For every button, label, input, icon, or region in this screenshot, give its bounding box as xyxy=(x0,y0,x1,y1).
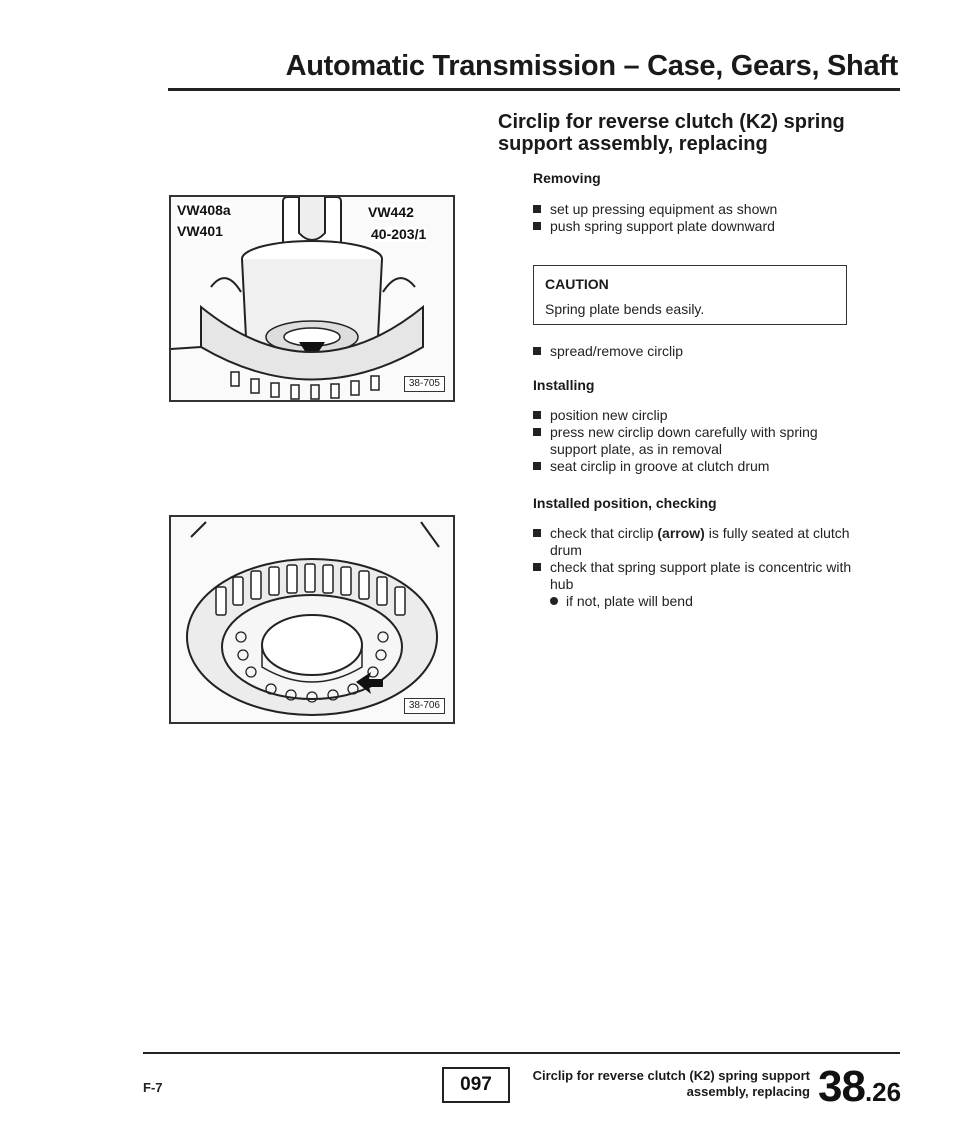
list-item: set up pressing equipment as shown xyxy=(533,201,863,218)
list-item: press new circlip down carefully with spring support plate, as in removal xyxy=(533,424,863,458)
square-bullet-icon xyxy=(533,347,541,355)
figure-number: 38-706 xyxy=(404,698,445,714)
tool-label-40-203-1: 40-203/1 xyxy=(371,226,427,242)
arrow-reference: (arrow) xyxy=(657,525,705,541)
subheading-installing: Installing xyxy=(533,377,595,393)
square-bullet-icon xyxy=(533,529,541,537)
section-number-minor: .26 xyxy=(864,1077,902,1107)
list-item: if not, plate will bend xyxy=(550,593,863,610)
list-item: seat circlip in groove at clutch drum xyxy=(533,458,863,475)
section-title-line: support assembly, replacing xyxy=(498,133,768,155)
square-bullet-icon xyxy=(533,205,541,213)
square-bullet-icon xyxy=(533,462,541,470)
footer-code: F-7 xyxy=(143,1080,163,1095)
square-bullet-icon xyxy=(533,411,541,419)
caution-box xyxy=(533,265,847,325)
caution-heading: CAUTION xyxy=(545,276,609,292)
circlip-position-illustration xyxy=(171,517,453,722)
footer-caption xyxy=(520,1068,810,1100)
section-number-major: 38 xyxy=(818,1062,865,1111)
round-bullet-icon xyxy=(550,597,558,605)
section-title xyxy=(498,111,918,155)
list-item: position new circlip xyxy=(533,407,863,424)
footer-caption-line: assembly, replacing xyxy=(686,1084,810,1099)
square-bullet-icon xyxy=(533,222,541,230)
figure-circlip-position xyxy=(169,515,455,724)
tool-label-vw442: VW442 xyxy=(368,204,414,220)
list-item: spread/remove circlip xyxy=(533,343,863,360)
checking-steps xyxy=(533,525,863,610)
header-divider xyxy=(168,88,900,91)
page-number-box: 097 xyxy=(442,1067,510,1103)
subheading-removing: Removing xyxy=(533,170,601,186)
figure-number: 38-705 xyxy=(404,376,445,392)
list-item: check that circlip (arrow) is fully seated at clutch drum xyxy=(533,525,863,559)
removing-steps-continued xyxy=(533,343,863,360)
list-item: check that spring support plate is concentric with hub if not, plate will bend xyxy=(533,559,863,610)
footer-divider xyxy=(143,1052,900,1054)
removing-steps xyxy=(533,201,863,235)
tool-label-vw401: VW401 xyxy=(177,223,223,239)
page-title: Automatic Transmission – Case, Gears, Shaft xyxy=(285,50,898,82)
list-item: push spring support plate downward xyxy=(533,218,863,235)
footer-caption-line: Circlip for reverse clutch (K2) spring support xyxy=(532,1068,810,1083)
square-bullet-icon xyxy=(533,563,541,571)
caution-text: Spring plate bends easily. xyxy=(545,301,705,317)
installing-steps xyxy=(533,407,863,475)
square-bullet-icon xyxy=(533,428,541,436)
section-number xyxy=(818,1062,901,1112)
subheading-checking: Installed position, checking xyxy=(533,495,717,511)
section-title-line: Circlip for reverse clutch (K2) spring xyxy=(498,111,845,133)
checking-sub-steps xyxy=(550,593,863,610)
tool-label-vw408a: VW408a xyxy=(177,202,231,218)
figure-pressing-setup xyxy=(169,195,455,402)
